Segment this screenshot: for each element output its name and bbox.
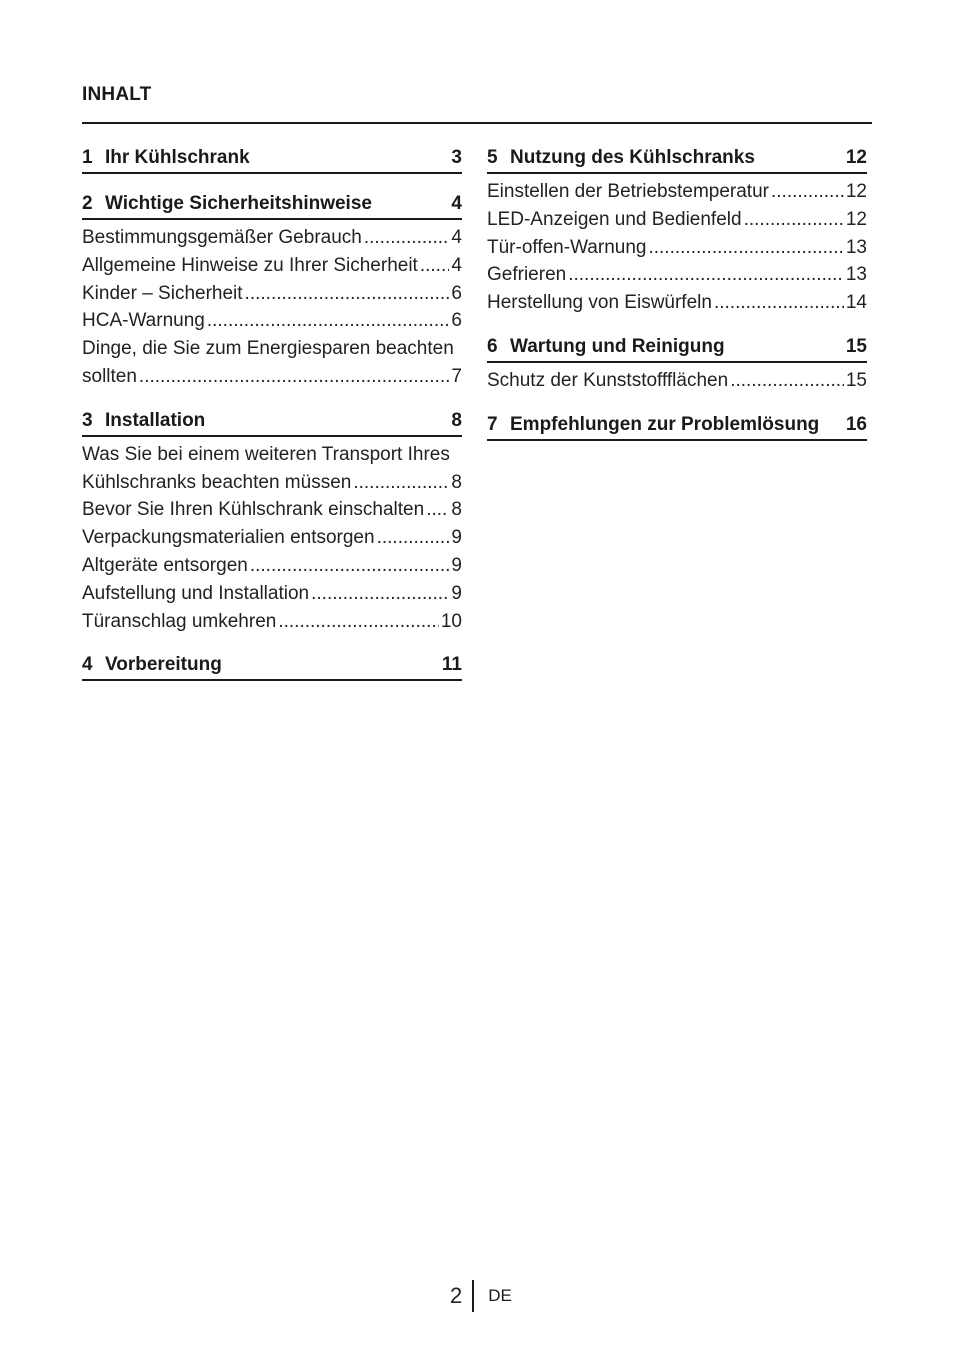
dot-leader <box>250 552 450 580</box>
toc-entry[interactable] <box>487 261 867 289</box>
entry-page-number: 9 <box>451 582 462 604</box>
dot-leader <box>568 261 844 289</box>
section-heading-label <box>82 653 222 677</box>
dot-leader <box>771 178 844 206</box>
footer-page-number: 2 <box>450 1283 463 1308</box>
dot-leader <box>364 224 450 252</box>
entry-page-number: 12 <box>845 181 867 202</box>
toc-entry[interactable] <box>487 234 867 262</box>
entry-title: Kühlschranks beachten müssen <box>82 471 352 493</box>
dot-leader <box>377 524 450 552</box>
entry-page-number: 6 <box>451 310 462 332</box>
dot-leader <box>311 580 449 608</box>
section-title: Wichtige Sicherheitshinweise <box>105 193 372 214</box>
toc-entry[interactable] <box>82 552 462 580</box>
entry-page-number: 13 <box>845 264 867 286</box>
toc-section <box>82 653 462 681</box>
section-heading-label <box>82 192 372 216</box>
section-title: Ihr Kühlschrank <box>105 147 250 168</box>
entry-title: Türanschlag umkehren <box>82 610 277 632</box>
top-divider <box>82 122 872 124</box>
toc-entry[interactable] <box>82 441 462 497</box>
entry-title: HCA-Warnung <box>82 310 205 332</box>
entry-title: Bevor Sie Ihren Kühlschrank einschalten <box>82 499 425 521</box>
section-title: Vorbereitung <box>105 654 222 676</box>
section-page-number: 16 <box>845 413 867 435</box>
section-heading-label <box>487 146 755 170</box>
section-number: 7 <box>487 413 498 435</box>
entry-page-number: 15 <box>845 369 867 391</box>
dot-leader <box>245 280 450 308</box>
toc-entry[interactable] <box>82 524 462 552</box>
toc-section-heading[interactable] <box>82 409 462 437</box>
section-heading-label <box>487 413 819 437</box>
dot-leader <box>744 206 844 234</box>
entry-title: Einstellen der Betriebstemperatur <box>487 181 769 202</box>
entry-title: sollten <box>82 365 137 387</box>
toc-section-heading[interactable] <box>487 335 867 363</box>
entry-page-number: 13 <box>845 236 867 258</box>
toc-section-heading[interactable] <box>82 192 462 220</box>
section-heading-label <box>82 409 205 433</box>
toc-section <box>487 146 867 317</box>
entry-title: Kinder – Sicherheit <box>82 282 243 304</box>
entry-title: Verpackungsmaterialien entsorgen <box>82 527 375 549</box>
dot-leader <box>139 363 450 391</box>
dot-leader <box>426 496 449 524</box>
section-title: Empfehlungen zur Problemlösung <box>510 413 820 435</box>
entry-title: Aufstellung und Installation <box>82 582 310 604</box>
section-page-number: 8 <box>451 409 462 431</box>
entry-page-number: 10 <box>440 610 462 632</box>
dot-leader <box>278 608 439 636</box>
toc-section <box>82 192 462 391</box>
toc-entry[interactable] <box>82 224 462 252</box>
entry-title: Bestimmungsgemäßer Gebrauch <box>82 227 362 248</box>
dot-leader <box>714 289 844 317</box>
toc-entry[interactable] <box>82 335 462 391</box>
toc-section <box>487 335 867 395</box>
toc-left-column <box>82 146 462 699</box>
section-title: Installation <box>105 409 206 431</box>
toc-section-heading[interactable] <box>82 653 462 681</box>
dot-leader <box>648 234 843 262</box>
page-title: INHALT <box>82 84 152 105</box>
entry-page-number: 8 <box>451 471 462 493</box>
entry-page-number: 9 <box>451 527 462 549</box>
entry-title-line: Was Sie bei einem weiteren Transport Ihres <box>82 443 450 465</box>
toc-section-heading[interactable] <box>82 146 462 174</box>
entry-page-number: 6 <box>451 282 462 304</box>
toc-entry[interactable] <box>82 608 462 636</box>
entry-title: LED-Anzeigen und Bedienfeld <box>487 208 742 230</box>
dot-leader <box>207 307 450 335</box>
footer-language: DE <box>488 1286 512 1305</box>
entry-title: Schutz der Kunststoffflächen <box>487 369 729 391</box>
entry-page-number: 8 <box>451 499 462 521</box>
entry-title: Altgeräte entsorgen <box>82 554 248 576</box>
page-footer <box>450 1280 512 1312</box>
dot-leader <box>353 469 449 497</box>
entry-page-number: 9 <box>451 554 462 576</box>
toc-section <box>82 146 462 174</box>
entry-page-number: 12 <box>845 208 867 230</box>
entry-title-line: Dinge, die Sie zum Energiesparen beachten <box>82 338 454 360</box>
section-title: Wartung und Reinigung <box>510 335 725 357</box>
section-page-number: 15 <box>845 335 867 357</box>
section-title: Nutzung des Kühlschranks <box>510 147 755 168</box>
toc-entry[interactable] <box>487 289 867 317</box>
section-page-number: 11 <box>441 654 462 676</box>
toc-entry[interactable] <box>487 178 867 206</box>
footer-divider <box>472 1280 474 1312</box>
toc-entry[interactable] <box>487 367 867 395</box>
toc-section-heading[interactable] <box>487 413 867 441</box>
section-number: 3 <box>82 409 93 431</box>
dot-leader <box>730 367 844 395</box>
section-heading-label <box>487 335 725 359</box>
toc-entry[interactable] <box>82 280 462 308</box>
toc-section-heading[interactable] <box>487 146 867 174</box>
entry-title: Herstellung von Eiswürfeln <box>487 292 712 314</box>
entry-title-line <box>82 469 462 497</box>
toc-right-column <box>487 146 867 459</box>
dot-leader <box>420 252 450 280</box>
section-number: 6 <box>487 335 498 357</box>
toc-section <box>487 413 867 441</box>
toc-entry[interactable] <box>82 252 462 280</box>
entry-title: Gefrieren <box>487 264 567 286</box>
section-number: 5 <box>487 147 498 168</box>
toc-entry[interactable] <box>82 307 462 335</box>
entry-page-number: 14 <box>845 292 867 314</box>
entry-page-number: 7 <box>451 365 462 387</box>
entry-title-line <box>82 363 462 391</box>
entry-title: Allgemeine Hinweise zu Ihrer Sicherheit <box>82 254 418 276</box>
section-heading-label <box>82 146 250 170</box>
section-number: 2 <box>82 193 93 214</box>
section-page-number: 4 <box>451 193 462 214</box>
toc-entry[interactable] <box>82 580 462 608</box>
section-number: 4 <box>82 654 93 676</box>
section-number: 1 <box>82 147 93 168</box>
section-page-number: 12 <box>845 147 867 168</box>
toc-section <box>82 409 462 636</box>
entry-title: Tür-offen-Warnung <box>487 236 647 258</box>
toc-entry[interactable] <box>487 206 867 234</box>
section-page-number: 3 <box>451 147 462 168</box>
entry-page-number: 4 <box>451 254 462 276</box>
toc-entry[interactable] <box>82 496 462 524</box>
entry-page-number: 4 <box>451 227 462 248</box>
